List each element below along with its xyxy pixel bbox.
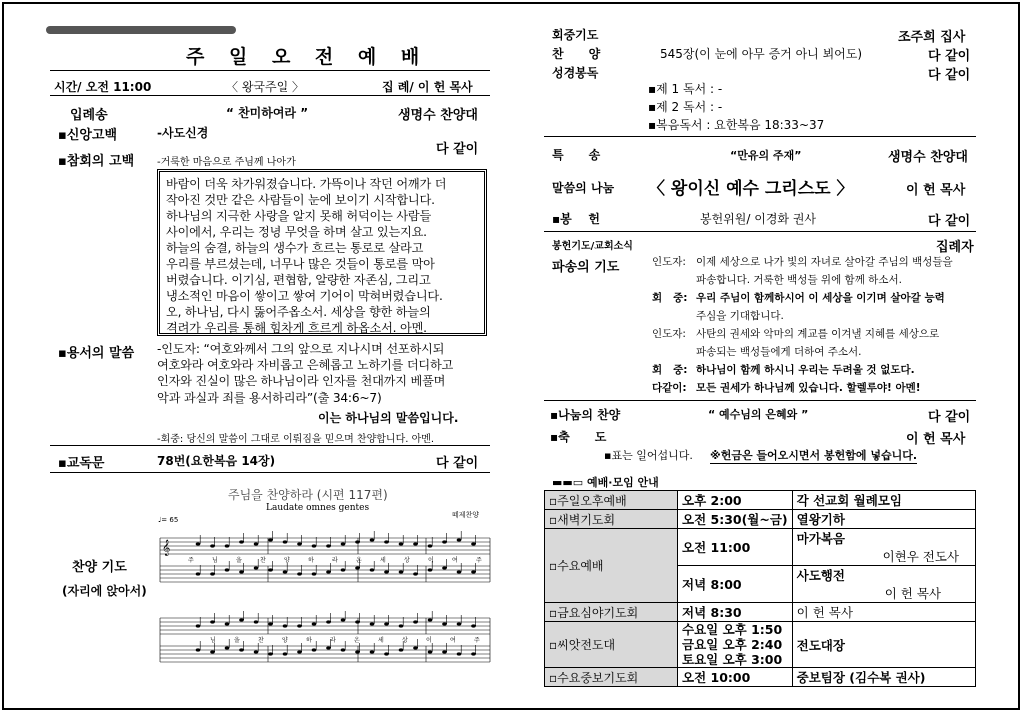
note-head [413, 620, 418, 623]
schedule-leader: 이현우 전도사 [882, 549, 959, 564]
schedule-time: 금요일 오후 2:40 [682, 637, 783, 652]
absolution-response: -회중: 당신의 말씀이 그대로 이뤄짐을 믿으며 찬양합니다. 아멘. [157, 434, 435, 445]
title-divider [50, 70, 490, 71]
confession-line: 냉소적인 마음이 쌓이고 쌓여 기어이 막혀버렸습니다. [166, 289, 443, 303]
schedule-desc: 전도대장 [792, 622, 975, 668]
prayer-by: 조주희 집사 [898, 30, 966, 45]
absolution-label: ▪용서의 말씀 [58, 346, 135, 361]
decorative-bar [46, 26, 236, 34]
sending-prayer-line [652, 344, 862, 359]
score-credit: 떼제찬양 [452, 511, 480, 519]
schedule-time: 오전 11:00 [678, 529, 793, 566]
schedule-name: ▫수요예배 [545, 529, 678, 603]
note-head [312, 648, 317, 651]
note-head [355, 566, 360, 569]
schedule-name: ▫수요중보기도회 [545, 668, 678, 687]
note-head [268, 538, 273, 541]
note-head [312, 544, 317, 547]
confession-line: 하늘의 숨결, 하늘의 생수가 흐르는 통로로 살라고 [166, 241, 424, 255]
confession-line: 바람이 더욱 차가워졌습니다. 가뜩이나 작던 어깨가 더 [166, 177, 447, 191]
note-head [283, 570, 288, 573]
lyric-syllable: 님 [212, 557, 218, 564]
lyric-syllable: 이 [428, 557, 434, 564]
lyric-syllable: 라 [332, 557, 338, 564]
service-time: 시간/ 오전 11:00 [54, 80, 152, 94]
schedule-time: 수요일 오후 1:50 [682, 622, 783, 637]
note-head [384, 570, 389, 573]
note-head [326, 570, 331, 573]
lyric-syllable: 찬 [260, 557, 266, 564]
note-head [239, 570, 244, 573]
confession-line: 버렸습니다. 이기심, 편협함, 알량한 자존심, 그리고 [166, 273, 431, 287]
sending-prayer-line [652, 308, 784, 323]
absolution-text [157, 341, 453, 406]
schedule-name: ▫금요심야기도회 [545, 603, 678, 622]
blessing-by: 이 헌 목사 [906, 432, 966, 447]
note-head [239, 618, 244, 621]
prayer-label: 회중기도 [552, 28, 599, 42]
note-head [312, 572, 317, 575]
sending-prayer-line [652, 254, 953, 269]
creed-value: -사도신경 [157, 126, 209, 140]
schedule-name: ▫씨앗전도대 [545, 622, 678, 668]
note-head [370, 650, 375, 653]
note-head [341, 542, 346, 545]
table-row [545, 668, 976, 687]
speaker-label: 인도자: [652, 328, 686, 340]
sharing-song-title: “ 예수님의 은혜와 ” [708, 408, 809, 421]
schedule-leader: 이 헌 목사 [884, 586, 941, 601]
note-head [196, 542, 201, 545]
creed-label: ▪신앙고백 [58, 128, 118, 143]
note-head [457, 538, 462, 541]
note-head [312, 622, 317, 625]
schedule-time: 저녁 8:30 [678, 603, 793, 622]
speaker-label: 회 중: [652, 292, 688, 304]
table-row [545, 622, 976, 668]
score-subtitle: Laudate omnes gentes [266, 503, 370, 513]
schedule-time: 오전 5:30(월~금) [678, 510, 793, 529]
lyric-syllable: 을 [234, 637, 240, 644]
creed-by: 다 같이 [436, 142, 479, 157]
confession-line: 오, 하나님, 다시 뚫어주옵소서. 세상을 향한 하늘의 [166, 305, 431, 319]
schedule-time: 오전 10:00 [678, 668, 793, 687]
note-head [370, 568, 375, 571]
schedule-time: 저녁 8:00 [678, 566, 793, 603]
note-head [457, 652, 462, 655]
schedule-time: 오후 2:00 [678, 491, 793, 510]
note-head [254, 650, 259, 653]
responsive-label: ▪교독문 [58, 456, 105, 471]
sending-prayer-line [652, 380, 921, 395]
note-head [297, 650, 302, 653]
absolution-line: 여호와라 여호와라 자비롭고 은혜롭고 노하기를 더디하고 [157, 358, 454, 373]
schedule-desc: 이 헌 목사 [792, 603, 975, 622]
lyric-syllable: 주 [188, 557, 194, 564]
reading-item-1: ▪제 1 독서 : - [648, 82, 723, 96]
note-head [268, 568, 273, 571]
note-head [239, 540, 244, 543]
reading-by: 다 같이 [928, 68, 971, 83]
schedule-name: ▫주일오후예배 [545, 491, 678, 510]
schedule-desc-cell [792, 566, 975, 603]
schedule-desc: 사도행전 [796, 568, 845, 583]
service-title: 주 일 오 전 예 배 [186, 46, 429, 68]
note-head [442, 650, 447, 653]
prayer-text: 파송되는 백성들에게 더하여 주소서. [696, 346, 862, 358]
note-head [196, 624, 201, 627]
confession-line: 하나님의 지극한 사랑을 알지 못해 허덕이는 사람들 [166, 209, 432, 223]
treble-clef-icon: 𝄞 [162, 540, 171, 556]
speaker-label: 인도자: [652, 256, 686, 268]
lyric-syllable: 을 [236, 557, 242, 564]
note-head [283, 652, 288, 655]
table-row [545, 510, 976, 529]
music-score [158, 520, 492, 690]
note-head [210, 572, 215, 575]
schedule-desc: 마가복음 [796, 531, 845, 546]
note-head [399, 648, 404, 651]
note-head [428, 568, 433, 571]
note-head [283, 540, 288, 543]
lyric-syllable: 온 [354, 637, 360, 644]
sending-prayer-line [652, 290, 945, 305]
note-head [225, 646, 230, 649]
entrance-by: 생명수 찬양대 [398, 108, 478, 123]
reading-divider [544, 136, 976, 137]
lyric-syllable: 상 [402, 637, 408, 644]
note-head [254, 566, 259, 569]
lyric-syllable: 양 [282, 637, 288, 644]
table-row [545, 491, 976, 510]
sharing-song-by: 다 같이 [928, 410, 971, 425]
note-head [210, 650, 215, 653]
special-song-label: 특 송 [552, 148, 601, 162]
hymn-value: 545장(이 눈에 아무 증거 아니 뵈어도) [660, 47, 863, 61]
lyric-syllable: 라 [330, 637, 336, 644]
hymn-by: 다 같이 [928, 49, 971, 64]
note-head [341, 618, 346, 621]
note-head [413, 542, 418, 545]
entrance-label: 입례송 [70, 108, 108, 123]
responsive-divider [50, 472, 490, 473]
confession-intro: -거룩한 마음으로 주님께 나아가 [157, 157, 296, 168]
lyric-syllable: 세 [378, 637, 384, 644]
note-head [326, 646, 331, 649]
note-head [297, 542, 302, 545]
schedule-desc: 열왕기하 [792, 510, 975, 529]
lyric-syllable: 님 [210, 637, 216, 644]
lyric-syllable: 여 [450, 637, 456, 644]
note-head [355, 620, 360, 623]
absolution-closing: 이는 하나님의 말씀입니다. [318, 411, 459, 425]
lyric-syllable: 하 [308, 557, 314, 564]
prayer-text: 이제 세상으로 나가 빛의 자녀로 살아갈 주님의 백성들을 [696, 256, 953, 268]
lyric-syllable: 주 [474, 637, 480, 644]
note-head [384, 622, 389, 625]
note-head [196, 572, 201, 575]
sending-prayer-line [652, 362, 915, 377]
lyric-syllable: 상 [404, 557, 410, 564]
note-head [471, 652, 476, 655]
reading-item-3: ▪복음독서 : 요한복음 18:33~37 [648, 118, 825, 132]
confession-line: 작아진 것만 같은 사람들이 눈에 보이기 시작합니다. [166, 193, 435, 207]
schedule-name: ▫새벽기도회 [545, 510, 678, 529]
note-head [297, 572, 302, 575]
schedule-times-cell [678, 622, 793, 668]
note-head [355, 540, 360, 543]
responsive-by: 다 같이 [436, 456, 479, 471]
note-head [399, 570, 404, 573]
standing-note: ▪표는 일어섭니다. [604, 449, 693, 462]
reading-item-2: ▪제 2 독서 : - [648, 100, 723, 114]
score-title: 주님을 찬양하라 (시편 117편) [228, 488, 388, 502]
schedule-desc-cell [792, 529, 975, 566]
lyric-syllable: 찬 [258, 637, 264, 644]
note-head [428, 544, 433, 547]
lyric-syllable: 세 [380, 557, 386, 564]
prayer-text: 사탄의 권세와 악마의 계교를 이겨낼 지혜를 세상으로 [696, 328, 940, 340]
offering-by: 다 같이 [928, 214, 971, 229]
note-head [457, 622, 462, 625]
note-head [326, 544, 331, 547]
sending-prayer-line [652, 272, 902, 287]
offering-value: 봉헌위원/ 이경화 권사 [700, 212, 817, 226]
prayer-text: 하나님이 함께 하시니 우리는 두려울 것 없도다. [696, 364, 915, 376]
note-head [297, 624, 302, 627]
note-head [399, 542, 404, 545]
table-row [545, 603, 976, 622]
sending-prayer-line [652, 326, 939, 341]
sermon-label: 말씀의 나눔 [552, 181, 615, 195]
schedule-table [544, 490, 976, 687]
note-head [442, 566, 447, 569]
sending-divider [544, 400, 976, 401]
sermon-by: 이 헌 목사 [906, 183, 966, 198]
note-head [341, 568, 346, 571]
sermon-title: 〈 왕이신 예수 그리스도 〉 [648, 179, 854, 199]
prayer-text: 주심을 기대합니다. [696, 310, 784, 322]
hymn-label: 찬 양 [552, 47, 601, 61]
sharing-song-label: ▪나눔의 찬양 [550, 408, 621, 422]
note-head [210, 544, 215, 547]
absolution-line: 악과 과실과 죄를 용서하리라”(출 34:6~7) [157, 390, 382, 405]
responsive-value: 78번(요한복음 14장) [157, 454, 276, 468]
note-head [225, 544, 230, 547]
note-head [413, 646, 418, 649]
note-head [341, 648, 346, 651]
prayer-text: 파송합니다. 거룩한 백성들 위에 함께 하소서. [696, 274, 902, 286]
lyric-syllable: 하 [306, 637, 312, 644]
confession-label: ▪참회의 고백 [58, 154, 135, 169]
note-head [196, 648, 201, 651]
note-head [384, 652, 389, 655]
offering-label: ▪봉 헌 [552, 212, 601, 226]
note-head [413, 572, 418, 575]
speaker-label: 다같이: [652, 382, 687, 394]
note-head [254, 542, 259, 545]
praise-prayer-label: 찬양 기도 [72, 560, 127, 575]
note-head [457, 570, 462, 573]
note-head [442, 540, 447, 543]
note-head [428, 618, 433, 621]
absolution-divider [50, 445, 490, 446]
lyric-syllable: 주 [476, 557, 482, 564]
schedule-time: 토요일 오후 3:00 [682, 652, 783, 667]
lyric-syllable: 온 [356, 557, 362, 564]
note-head [225, 622, 230, 625]
praise-prayer-note: (자리에 앉아서) [62, 584, 147, 598]
special-song-title: “만유의 주재” [730, 149, 802, 162]
schedule-heading: ▬▬▭ 예배·모임 안내 [552, 476, 659, 489]
note-head [442, 622, 447, 625]
schedule-desc: 각 선교회 월례모임 [792, 491, 975, 510]
absolution-line: 인자와 진실이 많은 하나님이라 인자를 천대까지 베풀며 [157, 374, 446, 389]
blessing-label: ▪축 도 [550, 430, 607, 444]
absolution-line: -인도자: “여호와께서 그의 앞으로 지나시며 선포하시되 [157, 342, 445, 356]
note-head [471, 624, 476, 627]
note-head [370, 538, 375, 541]
score-tempo: ♩= 65 [158, 516, 179, 524]
note-head [268, 622, 273, 625]
note-head [370, 622, 375, 625]
speaker-label: 회 중: [652, 364, 688, 376]
presider: 집 례/ 이 헌 목사 [382, 80, 473, 94]
special-song-by: 생명수 찬양대 [888, 150, 968, 165]
prayer-text: 우리 주님이 함께하시어 이 세상을 이기며 살아갈 능력 [696, 292, 945, 304]
schedule-desc: 중보팀장 (김수복 권사) [792, 668, 975, 687]
offering-prayer-by: 집례자 [936, 240, 974, 255]
note-head [399, 624, 404, 627]
note-head [254, 620, 259, 623]
lyric-syllable: 이 [426, 637, 432, 644]
note-head [283, 624, 288, 627]
note-head [471, 542, 476, 545]
note-head [239, 648, 244, 651]
entrance-song: “ 찬미하여라 ” [226, 106, 309, 120]
note-head [326, 620, 331, 623]
note-head [428, 650, 433, 653]
prayer-text: 모든 권세가 하나님께 있습니다. 할렐루야! 아멘! [696, 382, 921, 394]
reading-label: 성경봉독 [552, 66, 599, 80]
table-row [545, 529, 976, 566]
note-head [225, 568, 230, 571]
note-head [355, 650, 360, 653]
time-divider [50, 95, 490, 96]
note-head [384, 540, 389, 543]
offering-prayer-label: 봉헌기도/교회소식 [552, 241, 633, 252]
note-head [210, 620, 215, 623]
lyric-syllable: 양 [284, 557, 290, 564]
confession-prayer-box [157, 169, 487, 336]
offering-note: ※헌금은 들어오시면서 봉헌함에 넣습니다. [710, 449, 918, 462]
season-label: 〈 왕국주일 〉 [226, 80, 304, 94]
note-head [268, 652, 273, 655]
confession-line: 격려가 우리를 통해 힘차게 흐르게 하옵소서. 아멘. [166, 321, 427, 335]
lyric-syllable: 여 [452, 557, 458, 564]
note-head [471, 570, 476, 573]
confession-line: 우리를 부르셨는데, 너무나 많은 것들이 통로를 막아 [166, 257, 435, 271]
offering-divider [544, 231, 976, 232]
sending-prayer-label: 파송의 기도 [552, 260, 620, 275]
confession-line: 사이에서, 우리는 정녕 무엇을 하며 살고 있는지요. [166, 225, 427, 239]
